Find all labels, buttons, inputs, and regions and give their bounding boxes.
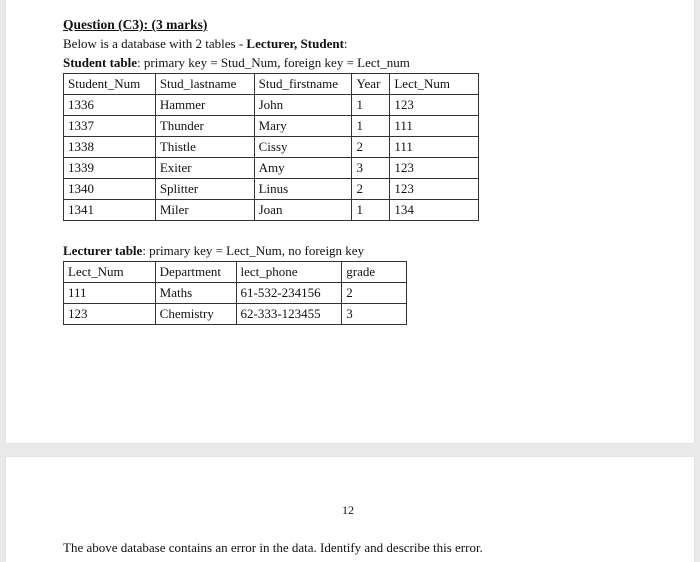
column-header: Student_Num (64, 74, 156, 95)
intro-suffix: : (343, 36, 348, 51)
table-cell: 1336 (64, 95, 156, 116)
table-cell: Amy (254, 158, 352, 179)
table-header-row (64, 262, 407, 283)
page-number: 12 (342, 503, 354, 517)
table-cell: 111 (390, 137, 479, 158)
column-header: Lect_Num (64, 262, 156, 283)
column-header: lect_phone (236, 262, 342, 283)
question-intro (63, 34, 479, 53)
table-cell: Maths (155, 283, 236, 304)
lecturer-table-caption (63, 241, 479, 260)
table-row (64, 283, 407, 304)
table-cell: 1 (352, 200, 390, 221)
intro-prefix: Below is a database with 2 tables - (63, 36, 247, 51)
table-cell: 123 (64, 304, 156, 325)
table-cell: Cissy (254, 137, 352, 158)
table-row (64, 158, 479, 179)
table-cell: Linus (254, 179, 352, 200)
table-cell: 61-532-234156 (236, 283, 342, 304)
table-header-row (64, 74, 479, 95)
column-header: grade (342, 262, 407, 283)
lecturer-caption-rest: : primary key = Lect_Num, no foreign key (142, 243, 365, 258)
table-cell: 2 (342, 283, 407, 304)
table-row (64, 179, 479, 200)
page-1 (6, 0, 694, 443)
table-cell: 1 (352, 116, 390, 137)
table-cell: 1338 (64, 137, 156, 158)
table-cell: Exiter (155, 158, 254, 179)
table-cell: 1 (352, 95, 390, 116)
table-cell: Splitter (155, 179, 254, 200)
table-cell: 1337 (64, 116, 156, 137)
table-cell: 123 (390, 179, 479, 200)
column-header: Lect_Num (390, 74, 479, 95)
table-cell: 2 (352, 179, 390, 200)
table-cell: 1340 (64, 179, 156, 200)
table-cell: 3 (342, 304, 407, 325)
table-cell: John (254, 95, 352, 116)
student-caption-bold: Student table (63, 55, 138, 70)
table-cell: Miler (155, 200, 254, 221)
table-row (64, 200, 479, 221)
table-cell: Thistle (155, 137, 254, 158)
table-cell: 1339 (64, 158, 156, 179)
intro-bold: Lecturer, Student (246, 36, 344, 51)
table-row (64, 304, 407, 325)
table-cell: 2 (352, 137, 390, 158)
table-row (64, 116, 479, 137)
table-cell: 62-333-123455 (236, 304, 342, 325)
page-2 (6, 457, 694, 562)
column-header: Department (155, 262, 236, 283)
table-cell: 1341 (64, 200, 156, 221)
question-prompt: The above database contains an error in the data. Identify and describe this error. (63, 540, 483, 555)
table-cell: 123 (390, 158, 479, 179)
table-cell: Joan (254, 200, 352, 221)
lecturer-caption-bold: Lecturer table (63, 243, 143, 258)
student-table (63, 73, 479, 221)
table-cell: 123 (390, 95, 479, 116)
table-row (64, 137, 479, 158)
lecturer-table (63, 261, 407, 325)
table-cell: Mary (254, 116, 352, 137)
question-content (63, 16, 479, 325)
table-cell: Chemistry (155, 304, 236, 325)
table-row (64, 95, 479, 116)
student-caption-rest: : primary key = Stud_Num, foreign key = Lect_num (137, 55, 410, 70)
question-heading: Question (C3): (3 marks) (63, 17, 208, 32)
student-table-caption (63, 53, 479, 72)
table-cell: 134 (390, 200, 479, 221)
column-header: Stud_firstname (254, 74, 352, 95)
table-cell: 3 (352, 158, 390, 179)
table-cell: Thunder (155, 116, 254, 137)
table-cell: 111 (390, 116, 479, 137)
table-cell: 111 (64, 283, 156, 304)
column-header: Year (352, 74, 390, 95)
column-header: Stud_lastname (155, 74, 254, 95)
table-cell: Hammer (155, 95, 254, 116)
